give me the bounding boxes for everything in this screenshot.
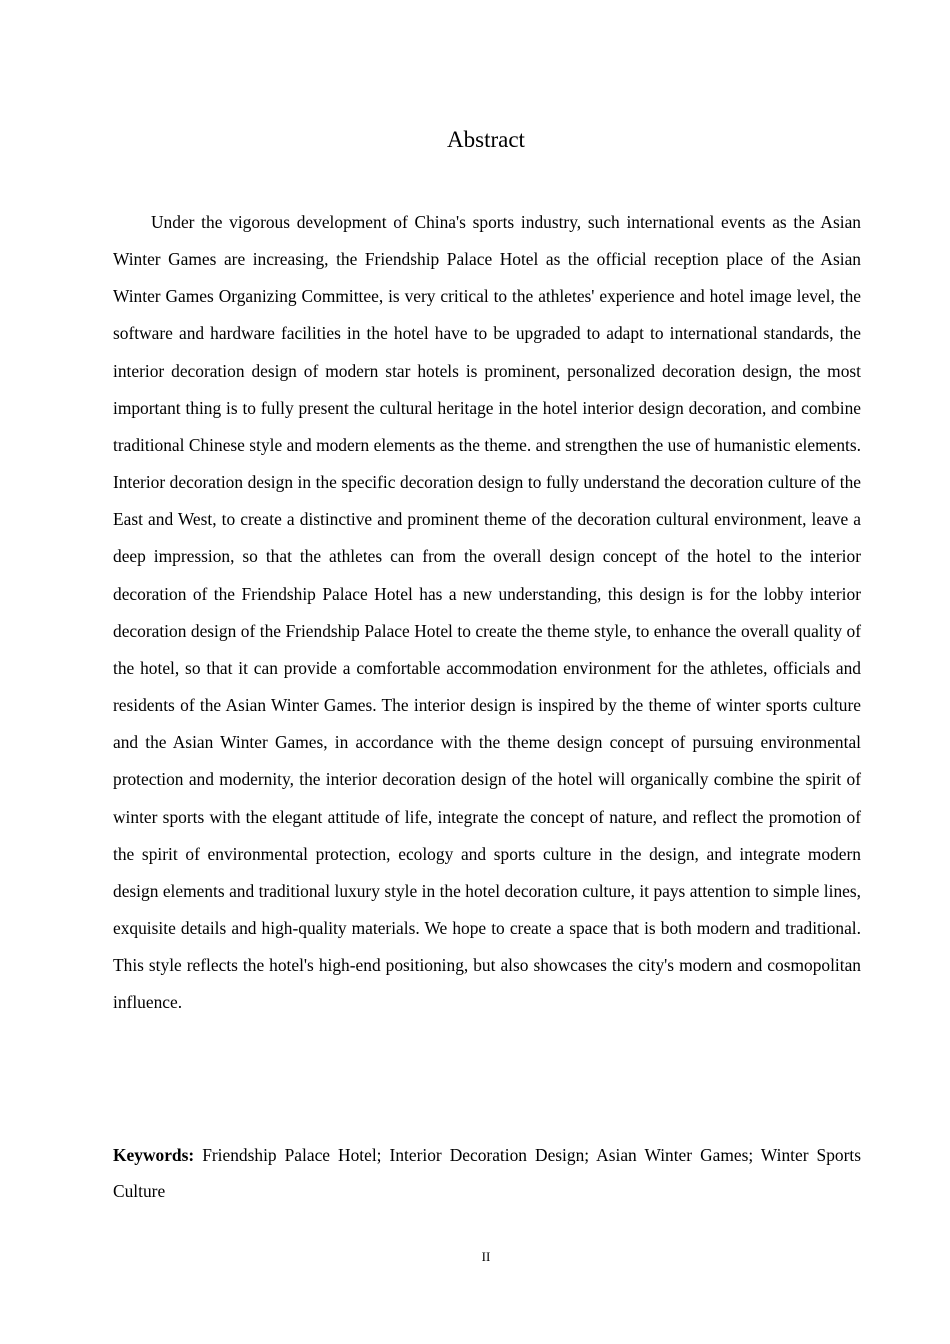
keywords-paragraph (113, 1137, 861, 1209)
abstract-body: Under the vigorous development of China's sports industry, such international events as the Asian Winter Games are increasing, the Friendship Palace Hotel as the official reception place of the Asian Winter Games Organizing Committee, is very critical to the athletes' experience and hotel image level, the software and hardware facilities in the hotel have to be upgraded to adapt to international standards, the interior decoration design of modern star hotels is prominent, personalized decoration design, the most important thing is to fully present the cultural heritage in the hotel interior design decoration, and combine traditional Chinese style and modern elements as the theme. and strengthen the use of humanistic elements. Interior decoration design in the specific decoration design to fully understand the decoration culture of the East and West, to create a distinctive and prominent theme of the decoration cultural environment, leave a deep impression, so that the athletes can from the overall design concept of the hotel to the interior decoration of the Friendship Palace Hotel has a new understanding, this design is for the lobby interior decoration design of the Friendship Palace Hotel to create the theme style, to enhance the overall quality of the hotel, so that it can provide a comfortable accommodation environment for the athletes, officials and residents of the Asian Winter Games. The interior design is inspired by the theme of winter sports culture and the Asian Winter Games, in accordance with the theme design concept of pursuing environmental protection and modernity, the interior decoration design of the hotel will organically combine the spirit of winter sports with the elegant attitude of life, integrate the concept of nature, and reflect the promotion of the spirit of environmental protection, ecology and sports culture in the design, and integrate modern design elements and traditional luxury style in the hotel decoration culture, it pays attention to simple lines, exquisite details and high-quality materials. We hope to create a space that is both modern and traditional. This style reflects the hotel's high-end positioning, but also showcases the city's modern and cosmopolitan influence. (113, 212, 861, 1013)
keywords-label: Keywords: (113, 1145, 195, 1165)
abstract-title: Abstract (447, 127, 525, 152)
page-number: II (481, 1249, 491, 1264)
keywords-text: Friendship Palace Hotel; Interior Decoration Design; Asian Winter Games; Winter Sports Culture (113, 1145, 862, 1201)
